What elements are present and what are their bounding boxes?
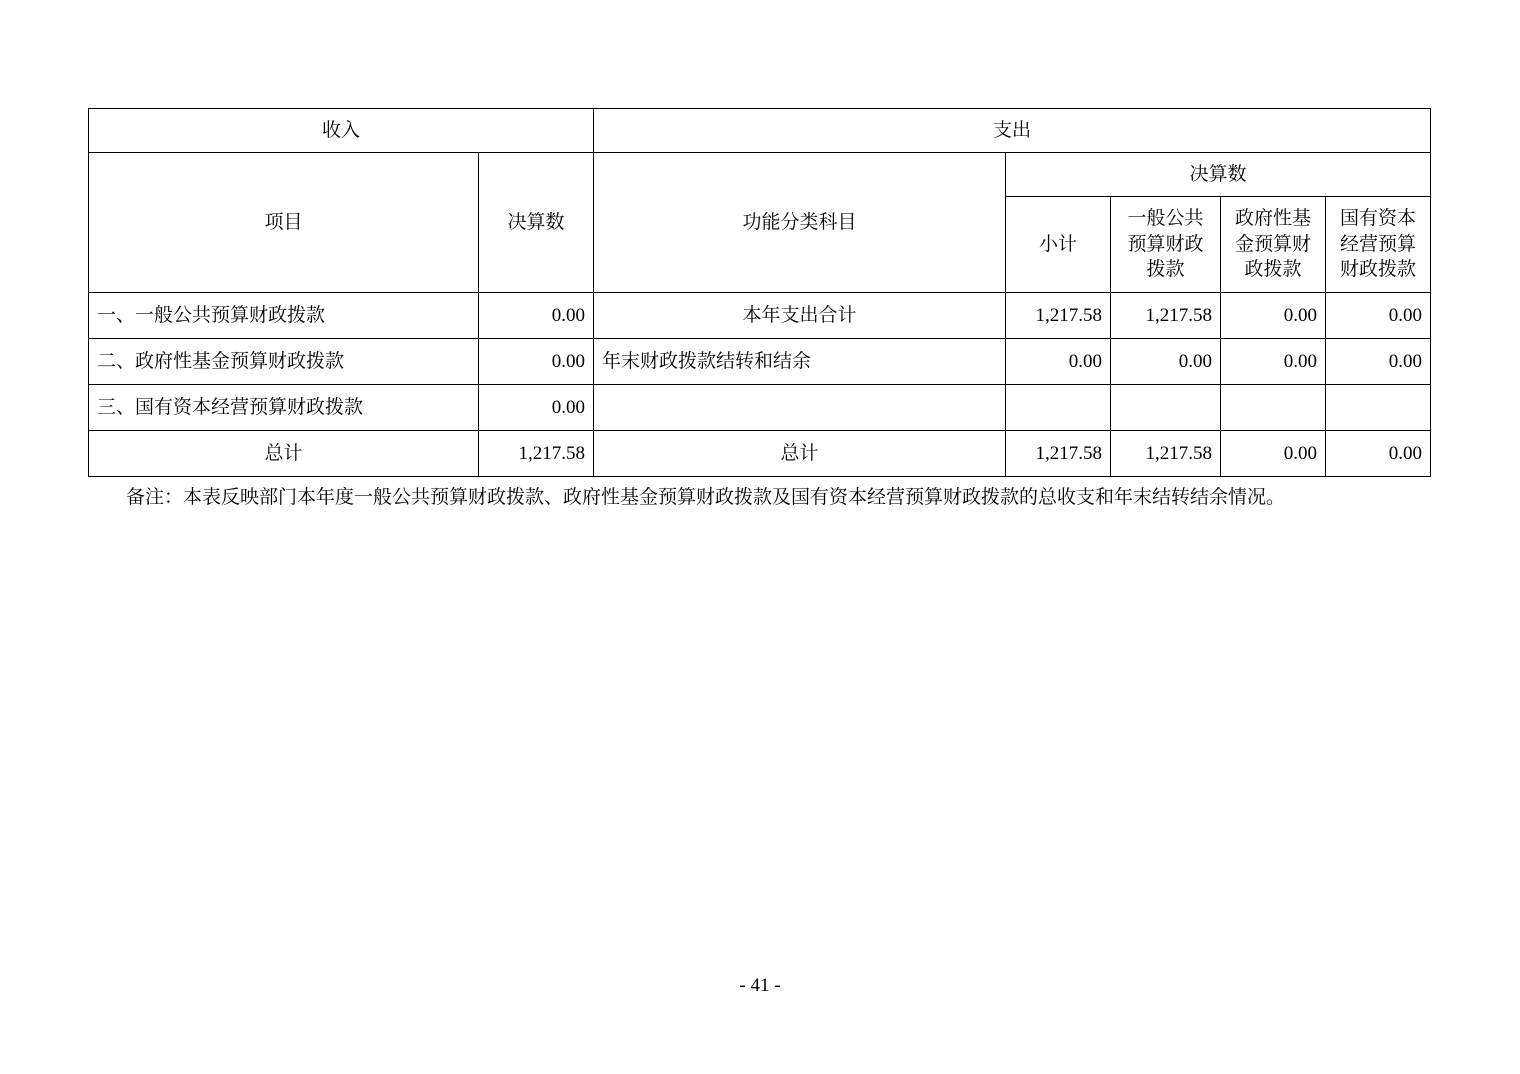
- table-note: 备注：本表反映部门本年度一般公共预算财政拨款、政府性基金预算财政拨款及国有资本经营预算财政拨款的总收支和年末结转结余情况。: [126, 487, 1286, 508]
- header-state-capital-budget: 国有资本经营预算财政拨款: [1326, 197, 1431, 293]
- expense-fund-value: 0.00: [1221, 293, 1326, 339]
- expense-item-label: 本年支出合计: [594, 293, 1006, 339]
- expense-total-label: 总计: [594, 431, 1006, 477]
- income-item-label: 二、政府性基金预算财政拨款: [89, 339, 479, 385]
- expense-subtotal-value: 0.00: [1006, 339, 1111, 385]
- expense-general-value: [1111, 385, 1221, 431]
- expense-general-value: 0.00: [1111, 339, 1221, 385]
- header-income-amount: 决算数: [479, 153, 594, 293]
- table-row: [89, 293, 1431, 339]
- expense-total-capital: 0.00: [1326, 431, 1431, 477]
- income-item-value: 0.00: [479, 339, 594, 385]
- table-row-total: [89, 431, 1431, 477]
- page-number: - 41 -: [739, 975, 781, 996]
- expense-fund-value: [1221, 385, 1326, 431]
- income-total-value: 1,217.58: [479, 431, 594, 477]
- header-government-fund-budget: 政府性基金预算财政拨款: [1221, 197, 1326, 293]
- expense-subtotal-value: [1006, 385, 1111, 431]
- expense-capital-value: 0.00: [1326, 293, 1431, 339]
- header-subtotal: 小计: [1006, 197, 1111, 293]
- expense-total-fund: 0.00: [1221, 431, 1326, 477]
- table-header-row-settlement: [89, 153, 1431, 197]
- table-header-row-groups: [89, 109, 1431, 153]
- budget-table: [88, 108, 1431, 477]
- income-item-value: 0.00: [479, 293, 594, 339]
- income-total-label: 总计: [89, 431, 479, 477]
- table-row: [89, 339, 1431, 385]
- expense-fund-value: 0.00: [1221, 339, 1326, 385]
- header-general-public-budget: 一般公共预算财政拨款: [1111, 197, 1221, 293]
- income-item-label: 三、国有资本经营预算财政拨款: [89, 385, 479, 431]
- expense-capital-value: [1326, 385, 1431, 431]
- income-item-value: 0.00: [479, 385, 594, 431]
- expense-item-label: [594, 385, 1006, 431]
- budget-table-container: [88, 108, 1430, 477]
- expense-general-value: 1,217.58: [1111, 293, 1221, 339]
- income-item-label: 一、一般公共预算财政拨款: [89, 293, 479, 339]
- table-row: [89, 385, 1431, 431]
- expense-capital-value: 0.00: [1326, 339, 1431, 385]
- expense-subtotal-value: 1,217.58: [1006, 293, 1111, 339]
- expense-total-general: 1,217.58: [1111, 431, 1221, 477]
- header-expense: 支出: [594, 109, 1431, 153]
- header-item: 项目: [89, 153, 479, 293]
- header-function-subject: 功能分类科目: [594, 153, 1006, 293]
- header-settlement: 决算数: [1006, 153, 1431, 197]
- header-income: 收入: [89, 109, 594, 153]
- expense-total-subtotal: 1,217.58: [1006, 431, 1111, 477]
- expense-item-label: 年末财政拨款结转和结余: [594, 339, 1006, 385]
